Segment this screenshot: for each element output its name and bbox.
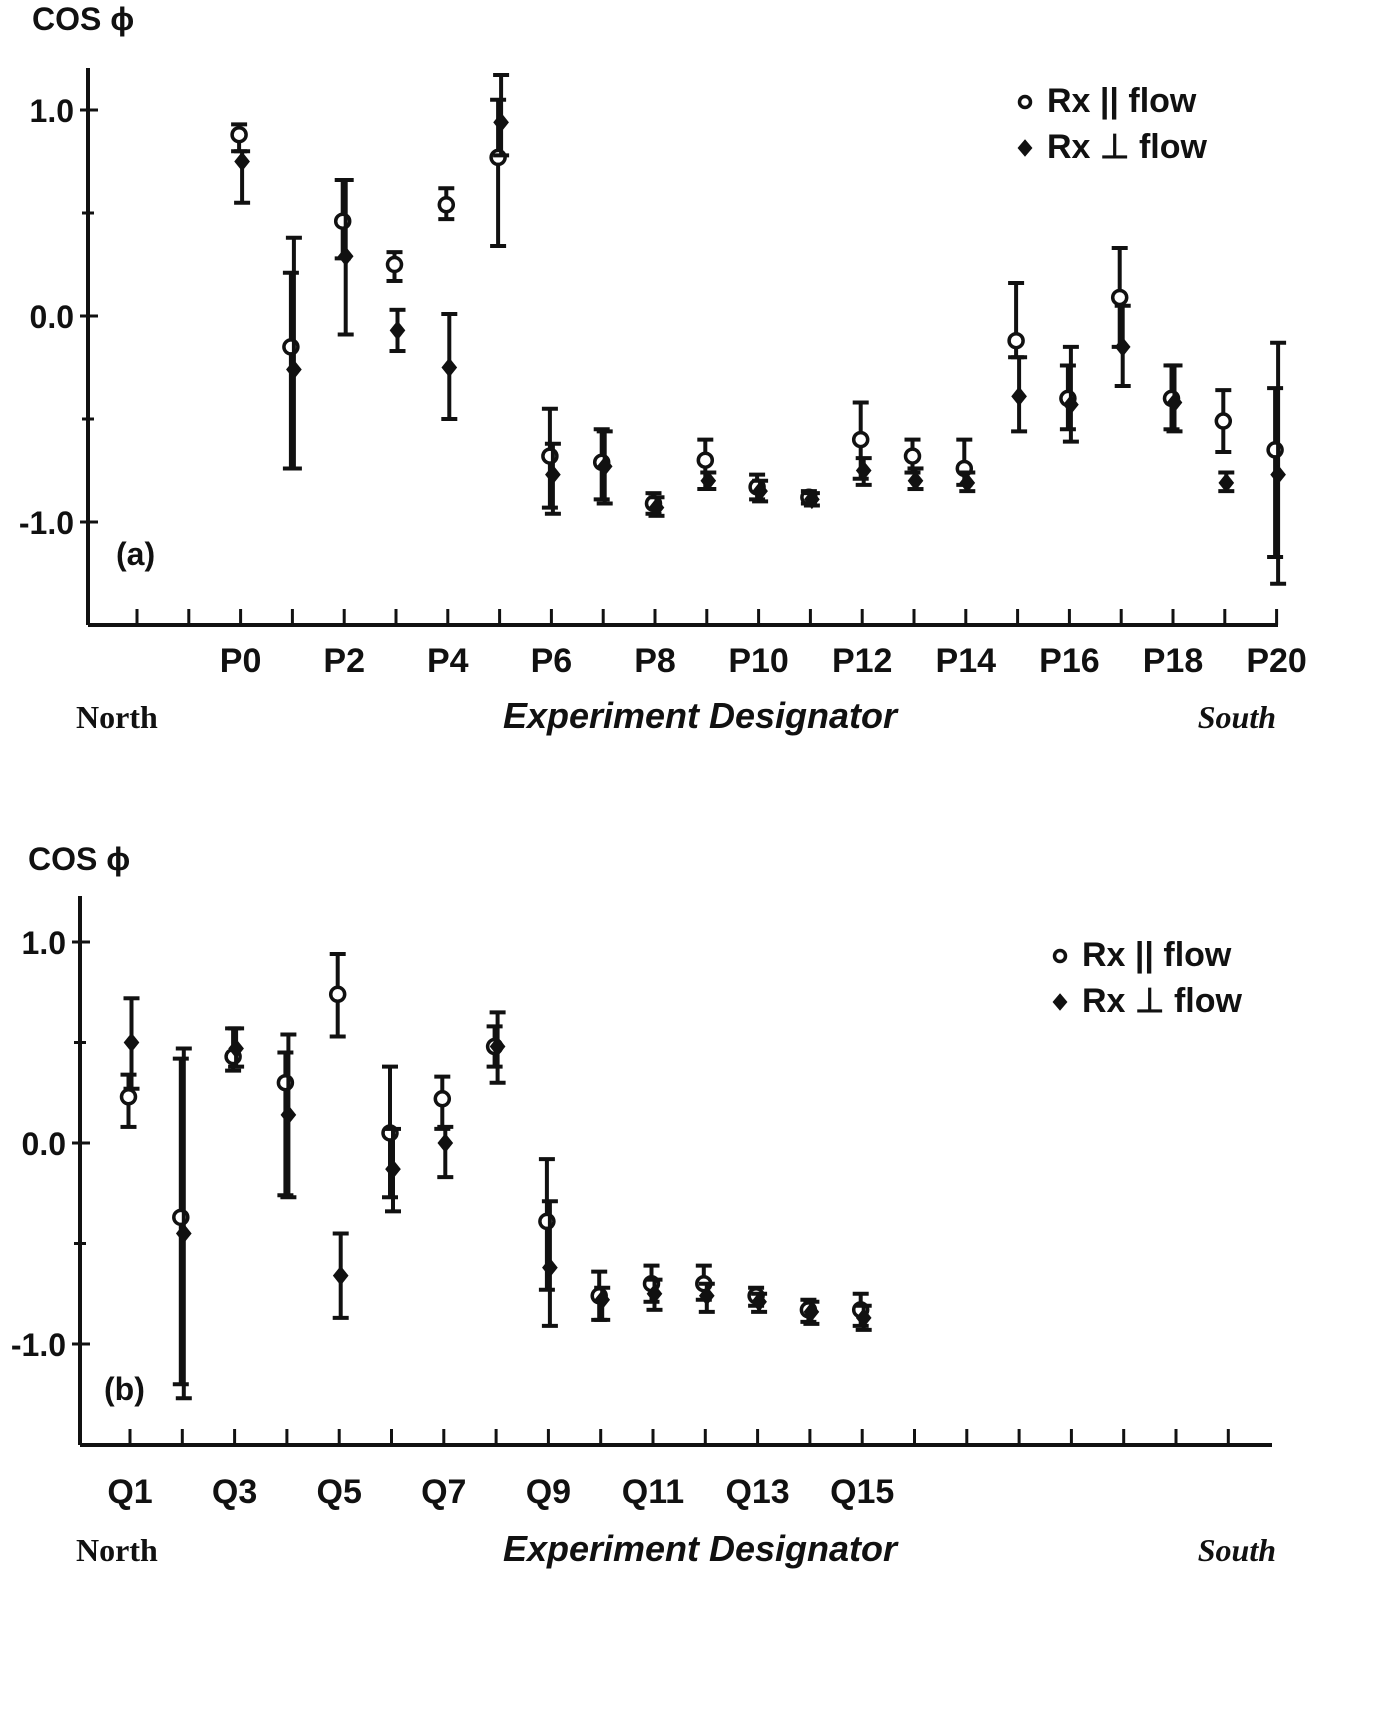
legend-marker-circle bbox=[1020, 97, 1031, 108]
x-label-south: South bbox=[1197, 699, 1276, 735]
panel-label: (b) bbox=[104, 1371, 145, 1407]
data-point-diamond bbox=[177, 1224, 191, 1242]
x-tick-label: P14 bbox=[935, 642, 997, 680]
data-point-circle bbox=[122, 1090, 136, 1104]
data-point-diamond bbox=[442, 359, 456, 377]
x-tick-label: Q3 bbox=[211, 1473, 258, 1511]
data-point-diamond bbox=[386, 1160, 400, 1178]
x-tick-label: Q5 bbox=[316, 1473, 362, 1511]
chart-panel-b bbox=[11, 841, 1276, 1569]
data-point-circle bbox=[1216, 414, 1230, 428]
data-point-circle bbox=[331, 987, 345, 1001]
data-point-diamond bbox=[1271, 466, 1285, 484]
legend-marker-circle bbox=[1055, 951, 1066, 962]
x-tick-label: Q15 bbox=[830, 1473, 895, 1511]
y-tick-label: -1.0 bbox=[18, 505, 74, 541]
data-point-diamond bbox=[1116, 338, 1130, 356]
x-tick-label: P10 bbox=[728, 642, 789, 680]
legend-entry: Rx ⊥ flow bbox=[1047, 128, 1207, 166]
data-point-diamond bbox=[543, 1259, 557, 1277]
legend bbox=[1018, 82, 1207, 166]
y-tick-label: 1.0 bbox=[21, 925, 66, 961]
legend-marker-diamond bbox=[1053, 994, 1067, 1010]
data-point-circle bbox=[388, 258, 402, 272]
data-point-circle bbox=[906, 449, 920, 463]
y-axis-label: COS ϕ bbox=[32, 1, 135, 37]
x-axis-label: Experiment Designator bbox=[502, 695, 898, 736]
data-point-diamond bbox=[1012, 387, 1026, 405]
legend bbox=[1053, 936, 1242, 1020]
data-point-circle bbox=[1009, 334, 1023, 348]
data-point-diamond bbox=[334, 1267, 348, 1285]
x-label-south: South bbox=[1197, 1532, 1276, 1568]
data-point-diamond bbox=[390, 321, 404, 339]
data-point-circle bbox=[232, 128, 246, 142]
x-tick-label: Q9 bbox=[525, 1473, 572, 1511]
series-parallel bbox=[121, 954, 869, 1384]
x-label-north: North bbox=[76, 699, 158, 735]
legend-entry: Rx ⊥ flow bbox=[1082, 982, 1242, 1020]
panel-label: (a) bbox=[116, 536, 156, 572]
x-tick-label: Q1 bbox=[107, 1473, 153, 1511]
data-point-diamond bbox=[235, 153, 249, 171]
data-point-circle bbox=[698, 453, 712, 467]
x-axis-label: Experiment Designator bbox=[502, 1528, 898, 1569]
y-tick-label: 1.0 bbox=[29, 93, 74, 129]
x-tick-label: P16 bbox=[1039, 642, 1100, 680]
data-point-diamond bbox=[287, 361, 301, 379]
data-point-circle bbox=[1113, 290, 1127, 304]
data-point-diamond bbox=[546, 466, 560, 484]
series-perpendicular bbox=[124, 998, 872, 1398]
data-point-diamond bbox=[339, 247, 353, 265]
x-tick-label: P4 bbox=[427, 642, 469, 680]
data-point-circle bbox=[854, 433, 868, 447]
chart-panel-a bbox=[19, 1, 1307, 736]
x-tick-label: Q13 bbox=[725, 1473, 790, 1511]
data-point-circle bbox=[439, 198, 453, 212]
x-tick-label: P18 bbox=[1142, 642, 1204, 680]
x-label-north: North bbox=[76, 1532, 158, 1568]
y-axis-label: COS ϕ bbox=[28, 841, 131, 877]
y-tick-label: 0.0 bbox=[29, 299, 74, 335]
data-point-diamond bbox=[281, 1106, 295, 1124]
data-point-diamond bbox=[494, 113, 508, 131]
y-tick-label: 0.0 bbox=[21, 1126, 66, 1162]
data-point-diamond bbox=[438, 1134, 452, 1152]
legend-marker-diamond bbox=[1018, 140, 1032, 156]
x-tick-label: P20 bbox=[1246, 642, 1307, 680]
x-tick-label: P0 bbox=[219, 642, 262, 680]
x-tick-label: Q7 bbox=[421, 1473, 467, 1511]
legend-entry: Rx || flow bbox=[1047, 82, 1197, 120]
x-tick-label: Q11 bbox=[621, 1473, 685, 1511]
y-tick-label: -1.0 bbox=[10, 1327, 66, 1363]
data-point-circle bbox=[435, 1092, 449, 1106]
x-tick-label: P12 bbox=[831, 642, 893, 680]
x-tick-label: P6 bbox=[530, 642, 573, 680]
x-tick-label: P8 bbox=[634, 642, 676, 680]
data-point-diamond bbox=[124, 1034, 138, 1052]
legend-entry: Rx || flow bbox=[1082, 936, 1232, 974]
x-tick-label: P2 bbox=[323, 642, 365, 680]
